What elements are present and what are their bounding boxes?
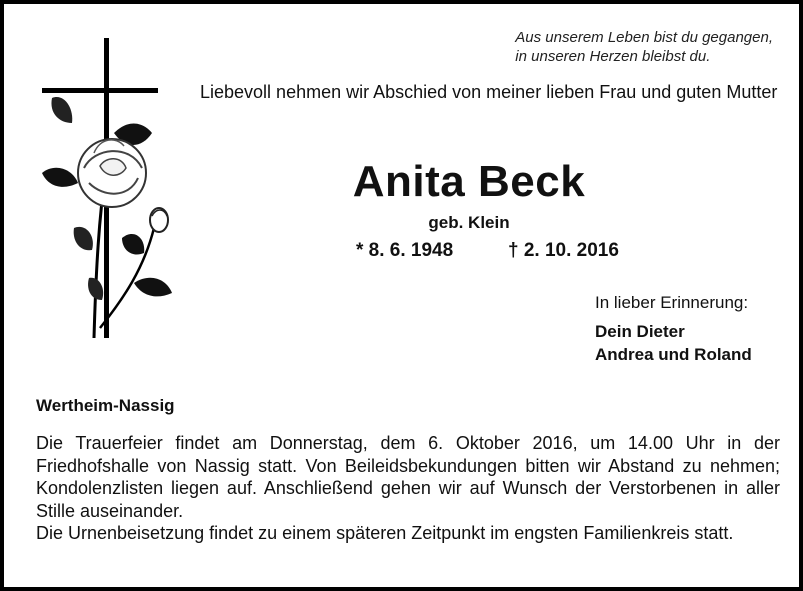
quote-line-1: Aus unserem Leben bist du gegangen, <box>515 29 773 46</box>
memory-block <box>595 292 752 366</box>
burial-paragraph: Die Urnenbeisetzung findet zu einem späteren Zeitpunkt im engsten Familienkreis statt. <box>36 523 734 543</box>
birth-date: * 8. 6. 1948 <box>356 240 454 261</box>
epitaph-quote <box>515 28 773 66</box>
cross-with-rose-icon <box>34 38 184 358</box>
quote-line-2: in unseren Herzen bleibst du. <box>515 48 711 65</box>
farewell-intro: Liebevoll nehmen wir Abschied von meiner lieben Frau und guten Mutter <box>200 82 778 102</box>
service-paragraph: Die Trauerfeier findet am Donnerstag, dem 6. Oktober 2016, um 14.00 Uhr in der Friedhofshalle von Nassig statt. Von Beileidsbekundungen bitten wir Abstand zu nehmen; Kondolenzlisten liegen auf. Anschließend gehen wir auf Wunsch der Verstorbenen in aller Stille auseinander. <box>36 433 780 521</box>
memory-intro: In lieber Erinnerung: <box>595 293 749 312</box>
place-name: Wertheim-Nassig <box>36 396 175 415</box>
signer-name: Dein Dieter <box>595 322 685 341</box>
deceased-name: Anita Beck <box>352 157 586 206</box>
signer-name: Andrea und Roland <box>595 345 752 364</box>
service-details <box>36 432 780 545</box>
death-date: † 2. 10. 2016 <box>508 240 619 261</box>
maiden-name: geb. Klein <box>428 213 510 232</box>
